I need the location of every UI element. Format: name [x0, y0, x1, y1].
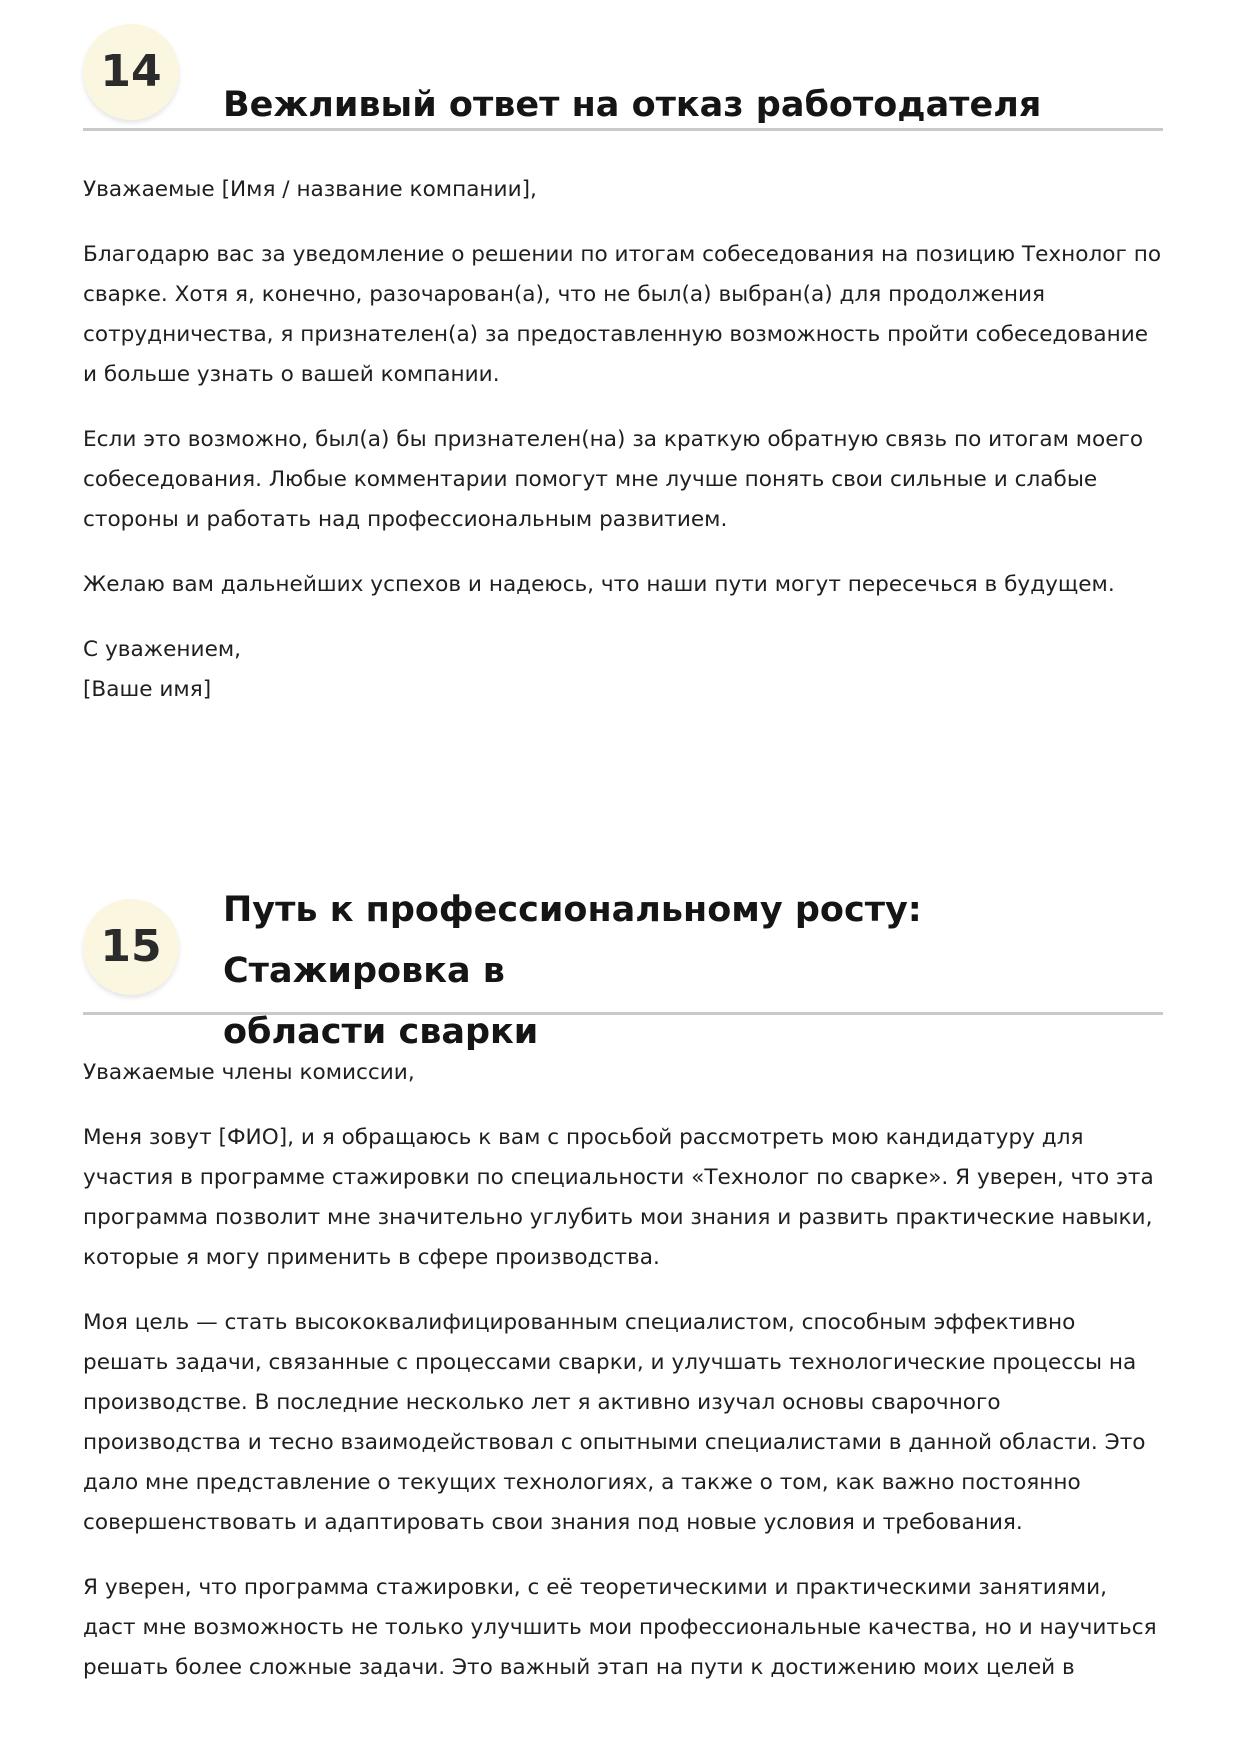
section-title — [223, 880, 1163, 1063]
section-title-line: области сварки — [223, 1012, 539, 1052]
section-title: Вежливый ответ на отказ работодателя — [223, 85, 1042, 125]
section-title-line: Путь к профессиональному росту: Стажировка в — [223, 890, 922, 991]
section-header — [83, 880, 1163, 1052]
letter-paragraph: Моя цель — стать высококвалифицированным специалистом, способным эффективно решать задачи, связанные с процессами сварки, и улучшать технологические процессы на производстве. В последние несколько лет я активно изучал основы сварочного производства и тесно взаимодействовал с опытными специалистами в данной области. Это дало мне представление о текущих технологиях, а также о том, как важно постоянно совершенствовать и адаптировать свои знания под новые условия и требования. — [83, 1310, 1146, 1535]
letter-salutation: Уважаемые члены комиссии, — [83, 1060, 415, 1085]
letter-body — [83, 1053, 1163, 1688]
letter-signature: [Ваше имя] — [83, 677, 212, 702]
letter-body — [83, 170, 1163, 710]
letter-paragraph: Меня зовут [ФИО], и я обращаюсь к вам с просьбой рассмотреть мою кандидатуру для участия в программе стажировки по специальности «Технолог по сварке». Я уверен, что эта программа позволит мне значительно углубить мои знания и развить практические навыки, которые я могу применить в сфере производства. — [83, 1125, 1154, 1270]
letter-paragraph: Желаю вам дальнейших успехов и надеюсь, что наши пути могут пересечься в будущем. — [83, 572, 1115, 597]
section-number-badge: 15 — [83, 899, 179, 995]
letter-paragraph: Благодарю вас за уведомление о решении по итогам собеседования на позицию Технолог по сварке. Хотя я, конечно, разочарован(а), что не был(а) выбран(а) для продолжения сотрудничества, я признателен(а) за предоставленную возможность пройти собеседование и больше узнать о вашей компании. — [83, 242, 1162, 387]
letter-salutation: Уважаемые [Имя / название компании], — [83, 177, 537, 202]
letter-paragraph: Если это возможно, был(а) бы признателен(на) за краткую обратную связь по итогам моего собеседования. Любые комментарии помогут мне лучше понять свои сильные и слабые стороны и работать над профессиональным развитием. — [83, 427, 1144, 532]
section-header — [83, 46, 1163, 131]
letter-paragraph: Я уверен, что программа стажировки, с её теоретическими и практическими занятиями, даст мне возможность не только улучшить мои профессиональные качества, но и научиться решать более сложные задачи. Это важный этап на пути к достижению моих целей в — [83, 1575, 1157, 1680]
letter-closing: С уважением, — [83, 637, 242, 662]
letter-section-14 — [83, 46, 1163, 710]
letter-section-15 — [83, 880, 1163, 1713]
section-number-badge: 14 — [83, 24, 179, 120]
